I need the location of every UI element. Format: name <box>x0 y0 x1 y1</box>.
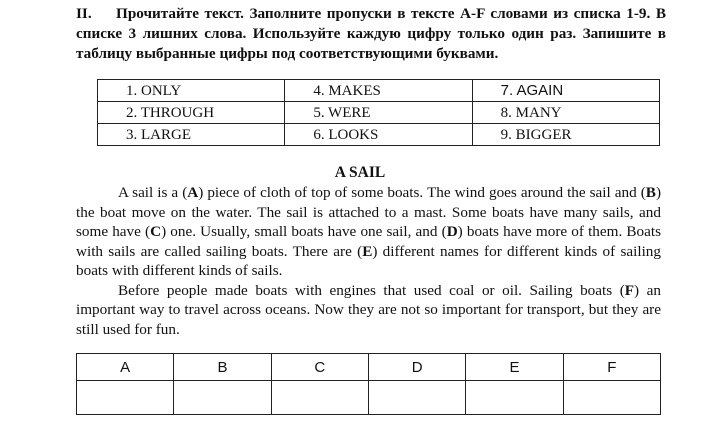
word-option: 6. LOOKS <box>285 124 472 146</box>
answer-table <box>76 353 661 415</box>
word-option: 8. MANY <box>472 102 659 124</box>
answer-header-d: D <box>368 354 465 381</box>
answer-cell-a[interactable] <box>77 381 174 415</box>
task-number: II. <box>76 5 92 22</box>
word-option: 3. LARGE <box>98 124 285 146</box>
answer-header-row <box>77 354 661 381</box>
answer-header-c: C <box>271 354 368 381</box>
word-row <box>98 80 660 102</box>
answer-cell-c[interactable] <box>271 381 368 415</box>
word-option: 1. ONLY <box>98 80 285 102</box>
word-option: 4. MAKES <box>285 80 472 102</box>
answer-header-e: E <box>466 354 563 381</box>
instructions <box>76 4 666 64</box>
answer-cell-d[interactable] <box>368 381 465 415</box>
answer-header-b: B <box>174 354 271 381</box>
word-option: 2. THROUGH <box>98 102 285 124</box>
instruction-text: Прочитайте текст. Заполните пропуски в тексте A-F словами из списка 1-9. В списке 3 лишних слова. Используйте каждую цифру только один раз. Запишите в таблицу выбранные цифры под соответствующими буквами. <box>76 5 666 62</box>
answer-cell-f[interactable] <box>563 381 660 415</box>
answer-header-f: F <box>563 354 660 381</box>
paragraph-1: A sail is a (A) piece of cloth of top of some boats. The wind goes around the sail and (B) the boat move on the water. The sail is attached to a mast. Some boats have many sails, and some have (C) one. Usually, small boats have one sail, and (D) boats have more of them. Boats with sails are called sailing boats. There are (E) different names for different kinds of sailing boats with different kinds of sails. <box>76 184 661 279</box>
text-title: A SAIL <box>334 164 386 181</box>
word-list-table <box>97 79 660 146</box>
answer-input-row <box>77 381 661 415</box>
paragraph-2: Before people made boats with engines that used coal or oil. Sailing boats (F) an important way to travel across oceans. Now they are not so important for transport, but they are still used for fun. <box>76 281 661 338</box>
word-row <box>98 102 660 124</box>
word-option: 5. WERE <box>285 102 472 124</box>
reading-text <box>76 183 661 339</box>
word-option: 7. AGAIN <box>472 80 659 102</box>
answer-cell-e[interactable] <box>466 381 563 415</box>
answer-cell-b[interactable] <box>174 381 271 415</box>
answer-header-a: A <box>77 354 174 381</box>
word-row <box>98 124 660 146</box>
word-option: 9. BIGGER <box>472 124 659 146</box>
